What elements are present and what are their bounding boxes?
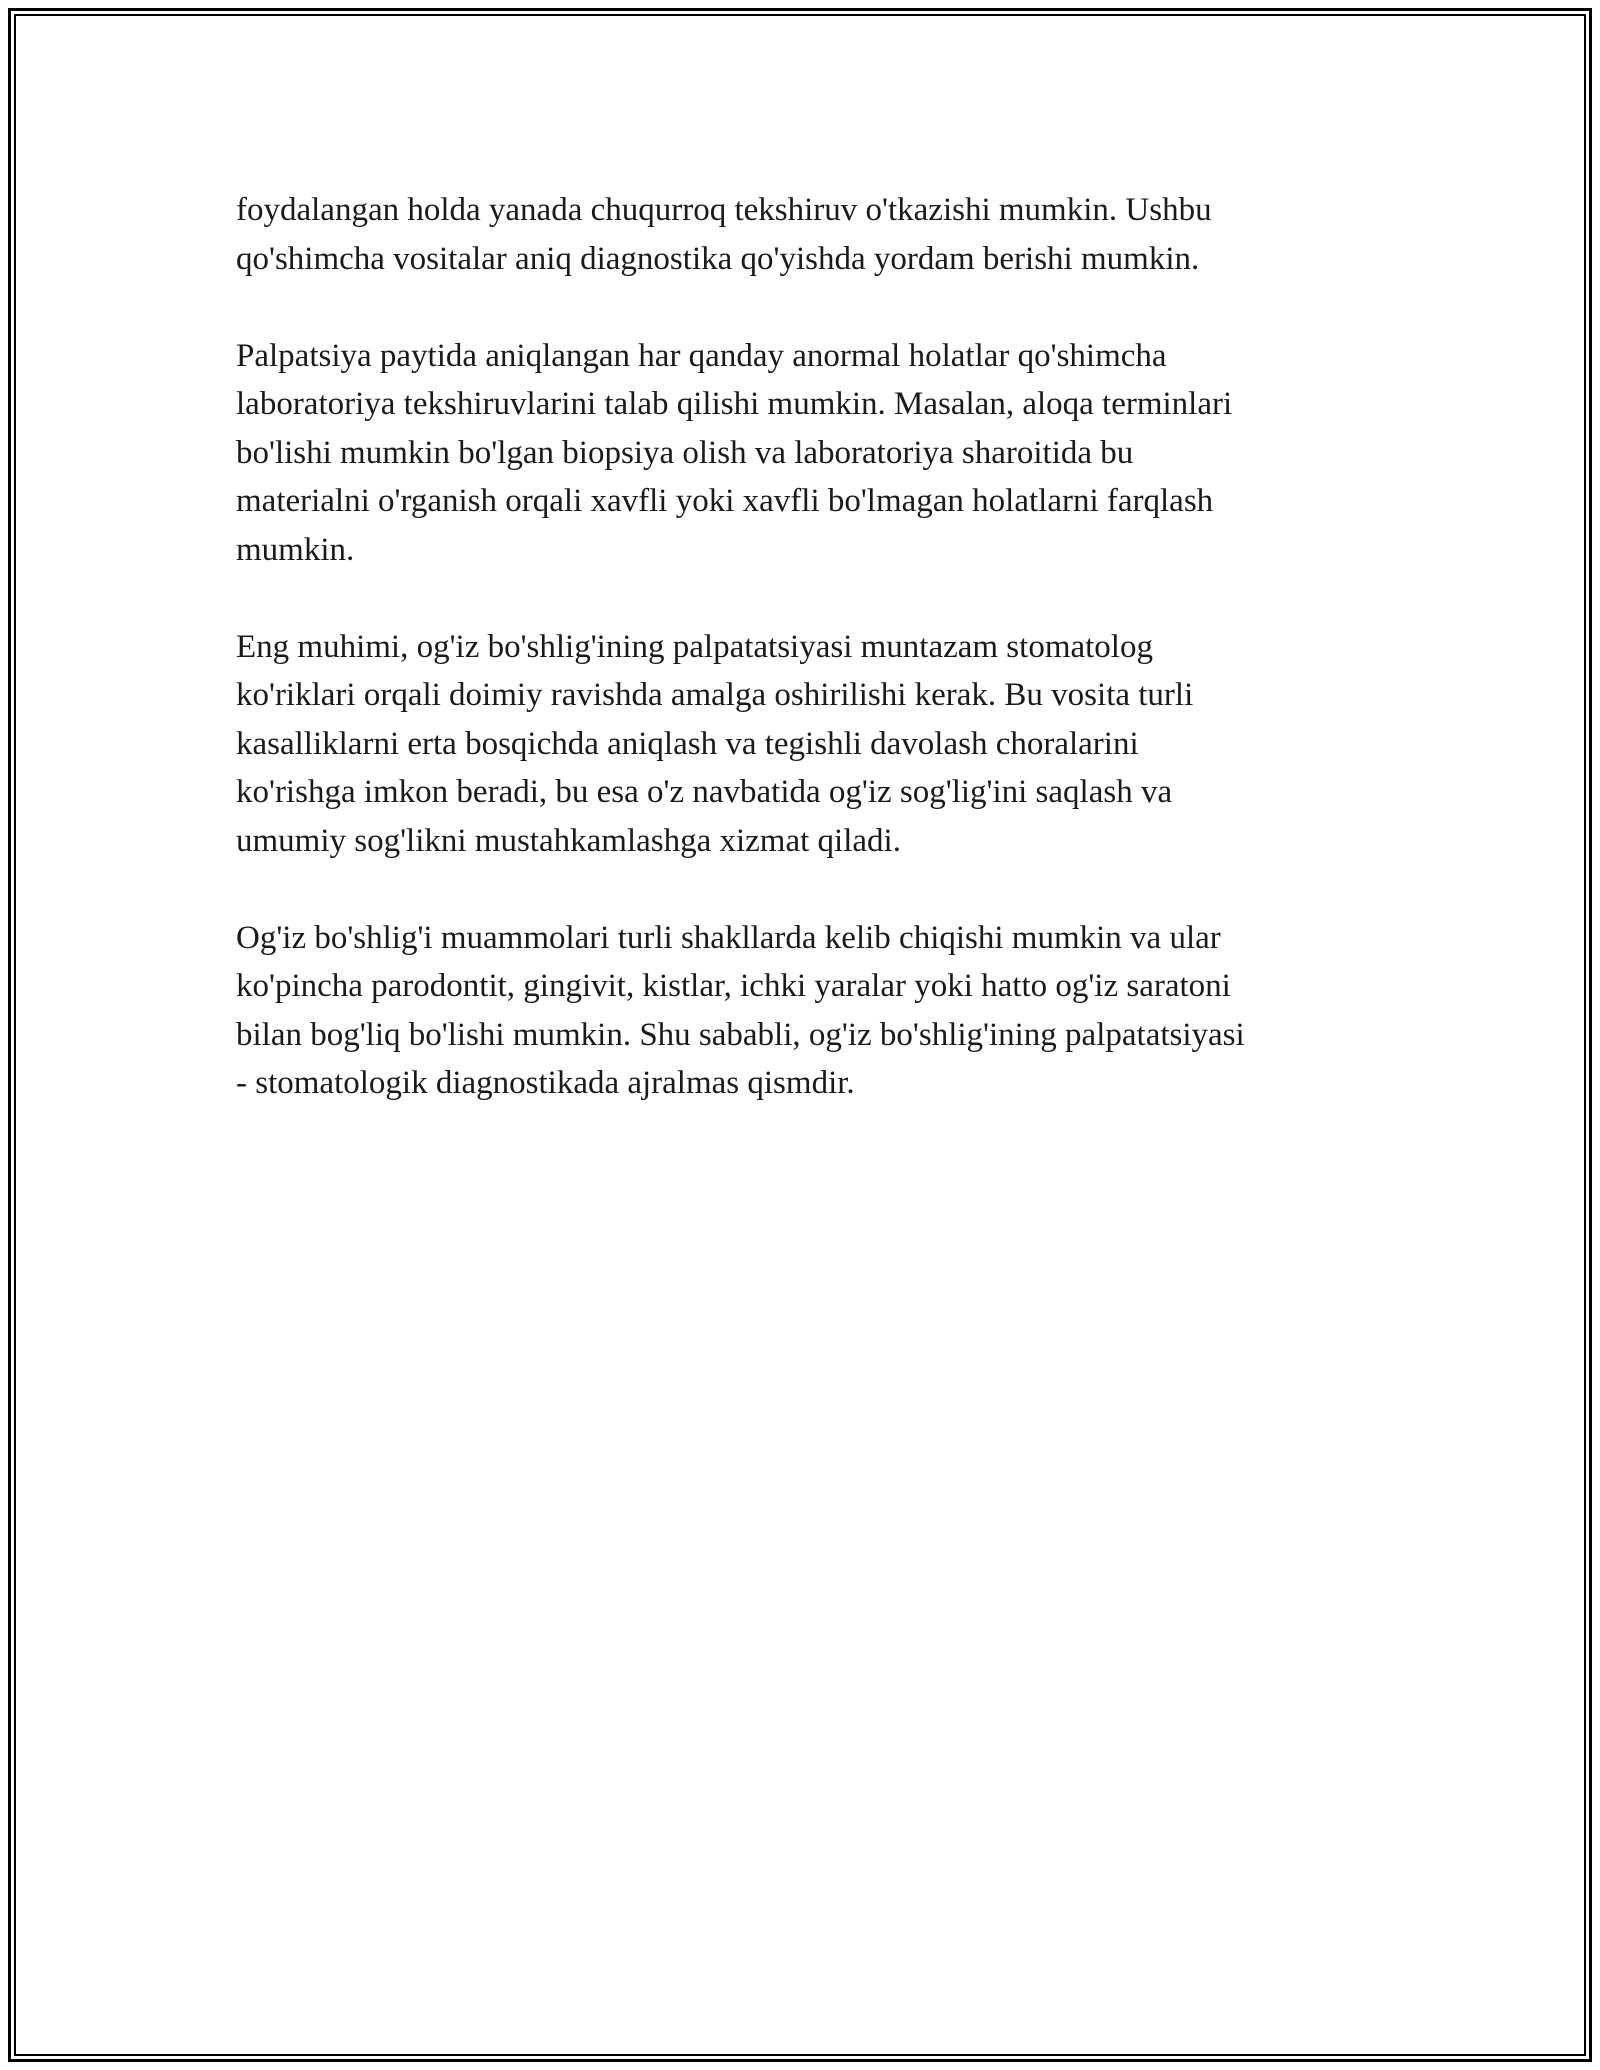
text-line: laboratoriya tekshiruvlarini talab qilishi mumkin. Masalan, aloqa terminlari [236, 386, 1233, 422]
paragraph-3 [236, 623, 1366, 866]
text-line: Palpatsiya paytida aniqlangan har qanday anormal holatlar qo'shimcha [236, 337, 1167, 374]
text-line: umumiy sog'likni mustahkamlashga xizmat qiladi. [236, 822, 901, 859]
text-line: - stomatologik diagnostikada ajralmas qismdir. [236, 1065, 855, 1101]
text-line: bo'lishi mumkin bo'lgan biopsiya olish va laboratoriya sharoitida bu [236, 434, 1134, 471]
text-line: ko'rishga imkon beradi, bu esa o'z navbatida og'iz sog'lig'ini saqlash va [236, 774, 1173, 810]
text-line: ko'riklari orqali doimiy ravishda amalga oshirilishi kerak. Bu vosita turli [236, 677, 1194, 713]
text-line: bilan bog'liq bo'lishi mumkin. Shu sababli, og'iz bo'shlig'ining palpatatsiyasi [236, 1016, 1245, 1053]
paragraph-2 [236, 332, 1366, 575]
paragraph-4 [236, 914, 1366, 1108]
text-line: Eng muhimi, og'iz bo'shlig'ining palpatatsiyasi muntazam stomatolog [236, 628, 1153, 665]
paragraph-1 [236, 186, 1366, 283]
text-line: ko'pincha parodontit, gingivit, kistlar, ichki yaralar yoki hatto og'iz saratoni [236, 968, 1231, 1004]
text-line: Og'iz bo'shlig'i muammolari turli shakllarda kelib chiqishi mumkin va ular [236, 919, 1221, 956]
text-line: qo'shimcha vositalar aniq diagnostika qo'yishda yordam berishi mumkin. [236, 240, 1200, 277]
text-line: kasalliklarni erta bosqichda aniqlash va tegishli davolash choralarini [236, 725, 1139, 762]
document-body [236, 186, 1366, 1156]
text-line: materialni o'rganish orqali xavfli yoki xavfli bo'lmagan holatlarni farqlash [236, 483, 1214, 519]
text-line: mumkin. [236, 531, 355, 568]
text-line: foydalangan holda yanada chuqurroq tekshiruv o'tkazishi mumkin. Ushbu [236, 192, 1212, 228]
